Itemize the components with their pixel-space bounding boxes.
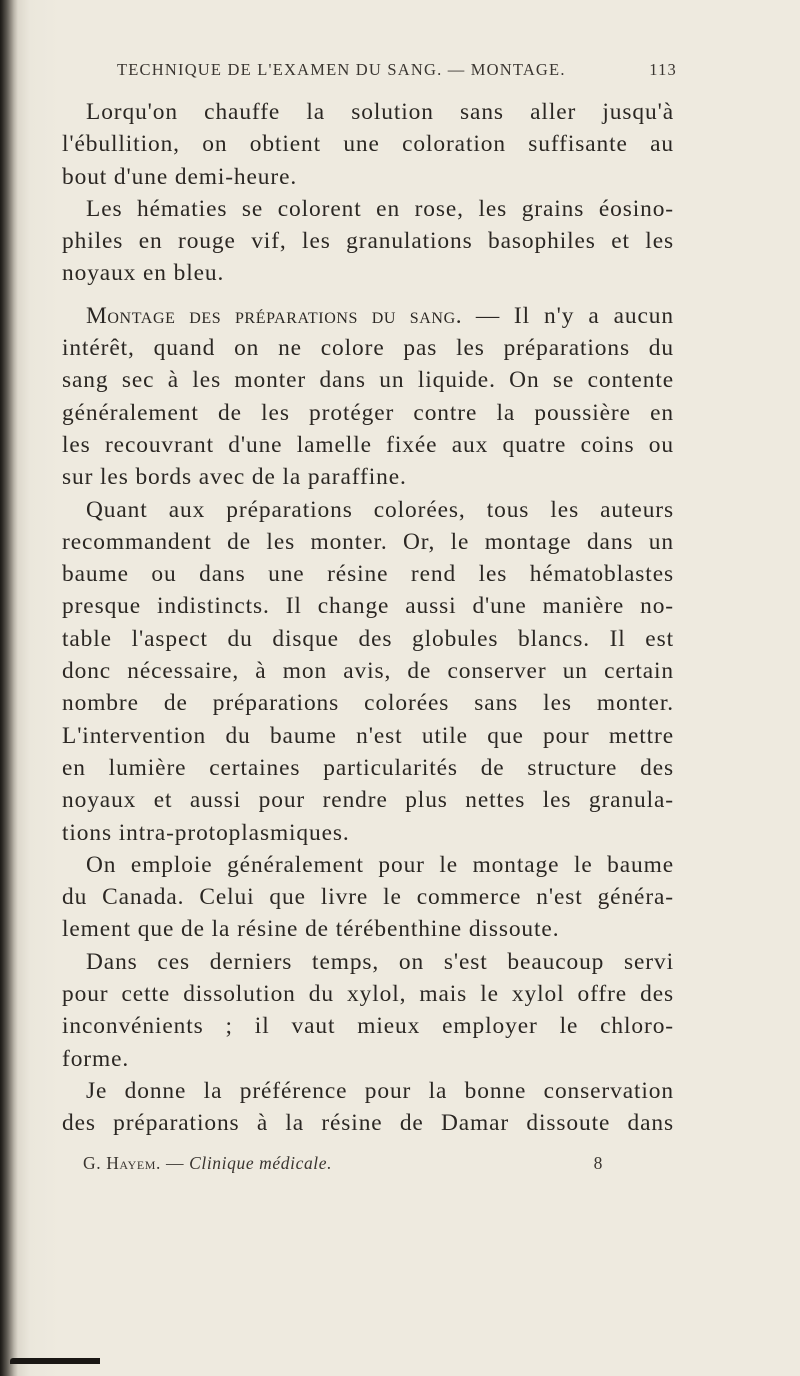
text-line: L'intervention du baume n'est utile que pour mettre <box>62 722 674 749</box>
text-line: lement que de la résine de térébenthine dissoute. <box>62 916 560 943</box>
text-line: généralement de les protéger contre la poussière en <box>62 399 674 426</box>
spacer <box>62 290 674 300</box>
text-line: forme. <box>62 1045 130 1072</box>
text-line: l'ébullition, on obtient une coloration suffisante au <box>62 131 674 158</box>
text-line: Lorqu'on chauffe la solution sans aller jusqu'à <box>86 99 674 125</box>
text-line: Les hématies se colorent en rose, les grains éosino- <box>86 195 674 222</box>
text-line: en lumière certaines particularités de structure des <box>62 754 674 781</box>
section-heading-rest: Il n'y a aucun <box>513 302 674 329</box>
text-line: Quant aux préparations colorées, tous les auteurs <box>86 496 674 523</box>
binding-shadow <box>0 0 18 1376</box>
text-line: pour cette dissolution du xylol, mais le xylol offre des <box>62 981 674 1008</box>
text-line: inconvénients ; il vaut mieux employer le chloro- <box>62 1013 674 1040</box>
section-heading: Montage des préparations du sang. — <box>86 302 500 329</box>
text-line: sang sec à les monter dans un liquide. On se contente <box>62 367 674 394</box>
text-line: On emploie généralement pour le montage le baume <box>86 851 674 878</box>
text-line: Dans ces derniers temps, on s'est beaucoup servi <box>86 948 674 975</box>
running-head-title: TECHNIQUE DE L'EXAMEN DU SANG. — MONTAGE. <box>117 60 566 79</box>
text-line: Je donne la préférence pour la bonne conservation <box>86 1077 674 1104</box>
text-line: sur les bords avec de la paraffine. <box>62 464 407 491</box>
text-line: les recouvrant d'une lamelle fixée aux quatre coins ou <box>62 431 674 458</box>
text-line: table l'aspect du disque des globules blancs. Il est <box>62 625 674 652</box>
text-line: presque indistincts. Il change aussi d'une manière no- <box>62 593 674 620</box>
footer-work-title: Clinique médicale. <box>189 1153 333 1173</box>
text-line: recommandent de les monter. Or, le montage dans un <box>62 528 674 555</box>
text-line: des préparations à la résine de Damar dissoute dans <box>62 1110 674 1137</box>
footer-separator: — <box>161 1153 190 1173</box>
text-line: noyaux en bleu. <box>62 260 225 287</box>
page-number: 113 <box>649 60 677 79</box>
section-heading-line <box>62 300 674 332</box>
text-line: intérêt, quand on ne colore pas les préparations du <box>62 335 674 362</box>
text-line: du Canada. Celui que livre le commerce n'est généra- <box>62 884 674 911</box>
scan-edge-mark <box>10 1358 100 1364</box>
running-head <box>117 60 677 80</box>
body-text <box>62 96 674 1140</box>
signature-mark: 8 <box>593 1153 603 1173</box>
text-line: philes en rouge vif, les granulations basophiles et les <box>62 228 674 255</box>
text-line: baume ou dans une résine rend les hématoblastes <box>62 561 674 588</box>
text-line: nombre de préparations colorées sans les monter. <box>62 690 674 717</box>
text-line: tions intra-protoplasmiques. <box>62 819 350 846</box>
text-line: noyaux et aussi pour rendre plus nettes les granula- <box>62 787 674 814</box>
text-line: bout d'une demi-heure. <box>62 163 298 190</box>
footer-author: G. Hayem. <box>83 1153 162 1173</box>
text-line: donc nécessaire, à mon avis, de conserver un certain <box>62 658 674 685</box>
page-footer <box>83 1153 603 1174</box>
